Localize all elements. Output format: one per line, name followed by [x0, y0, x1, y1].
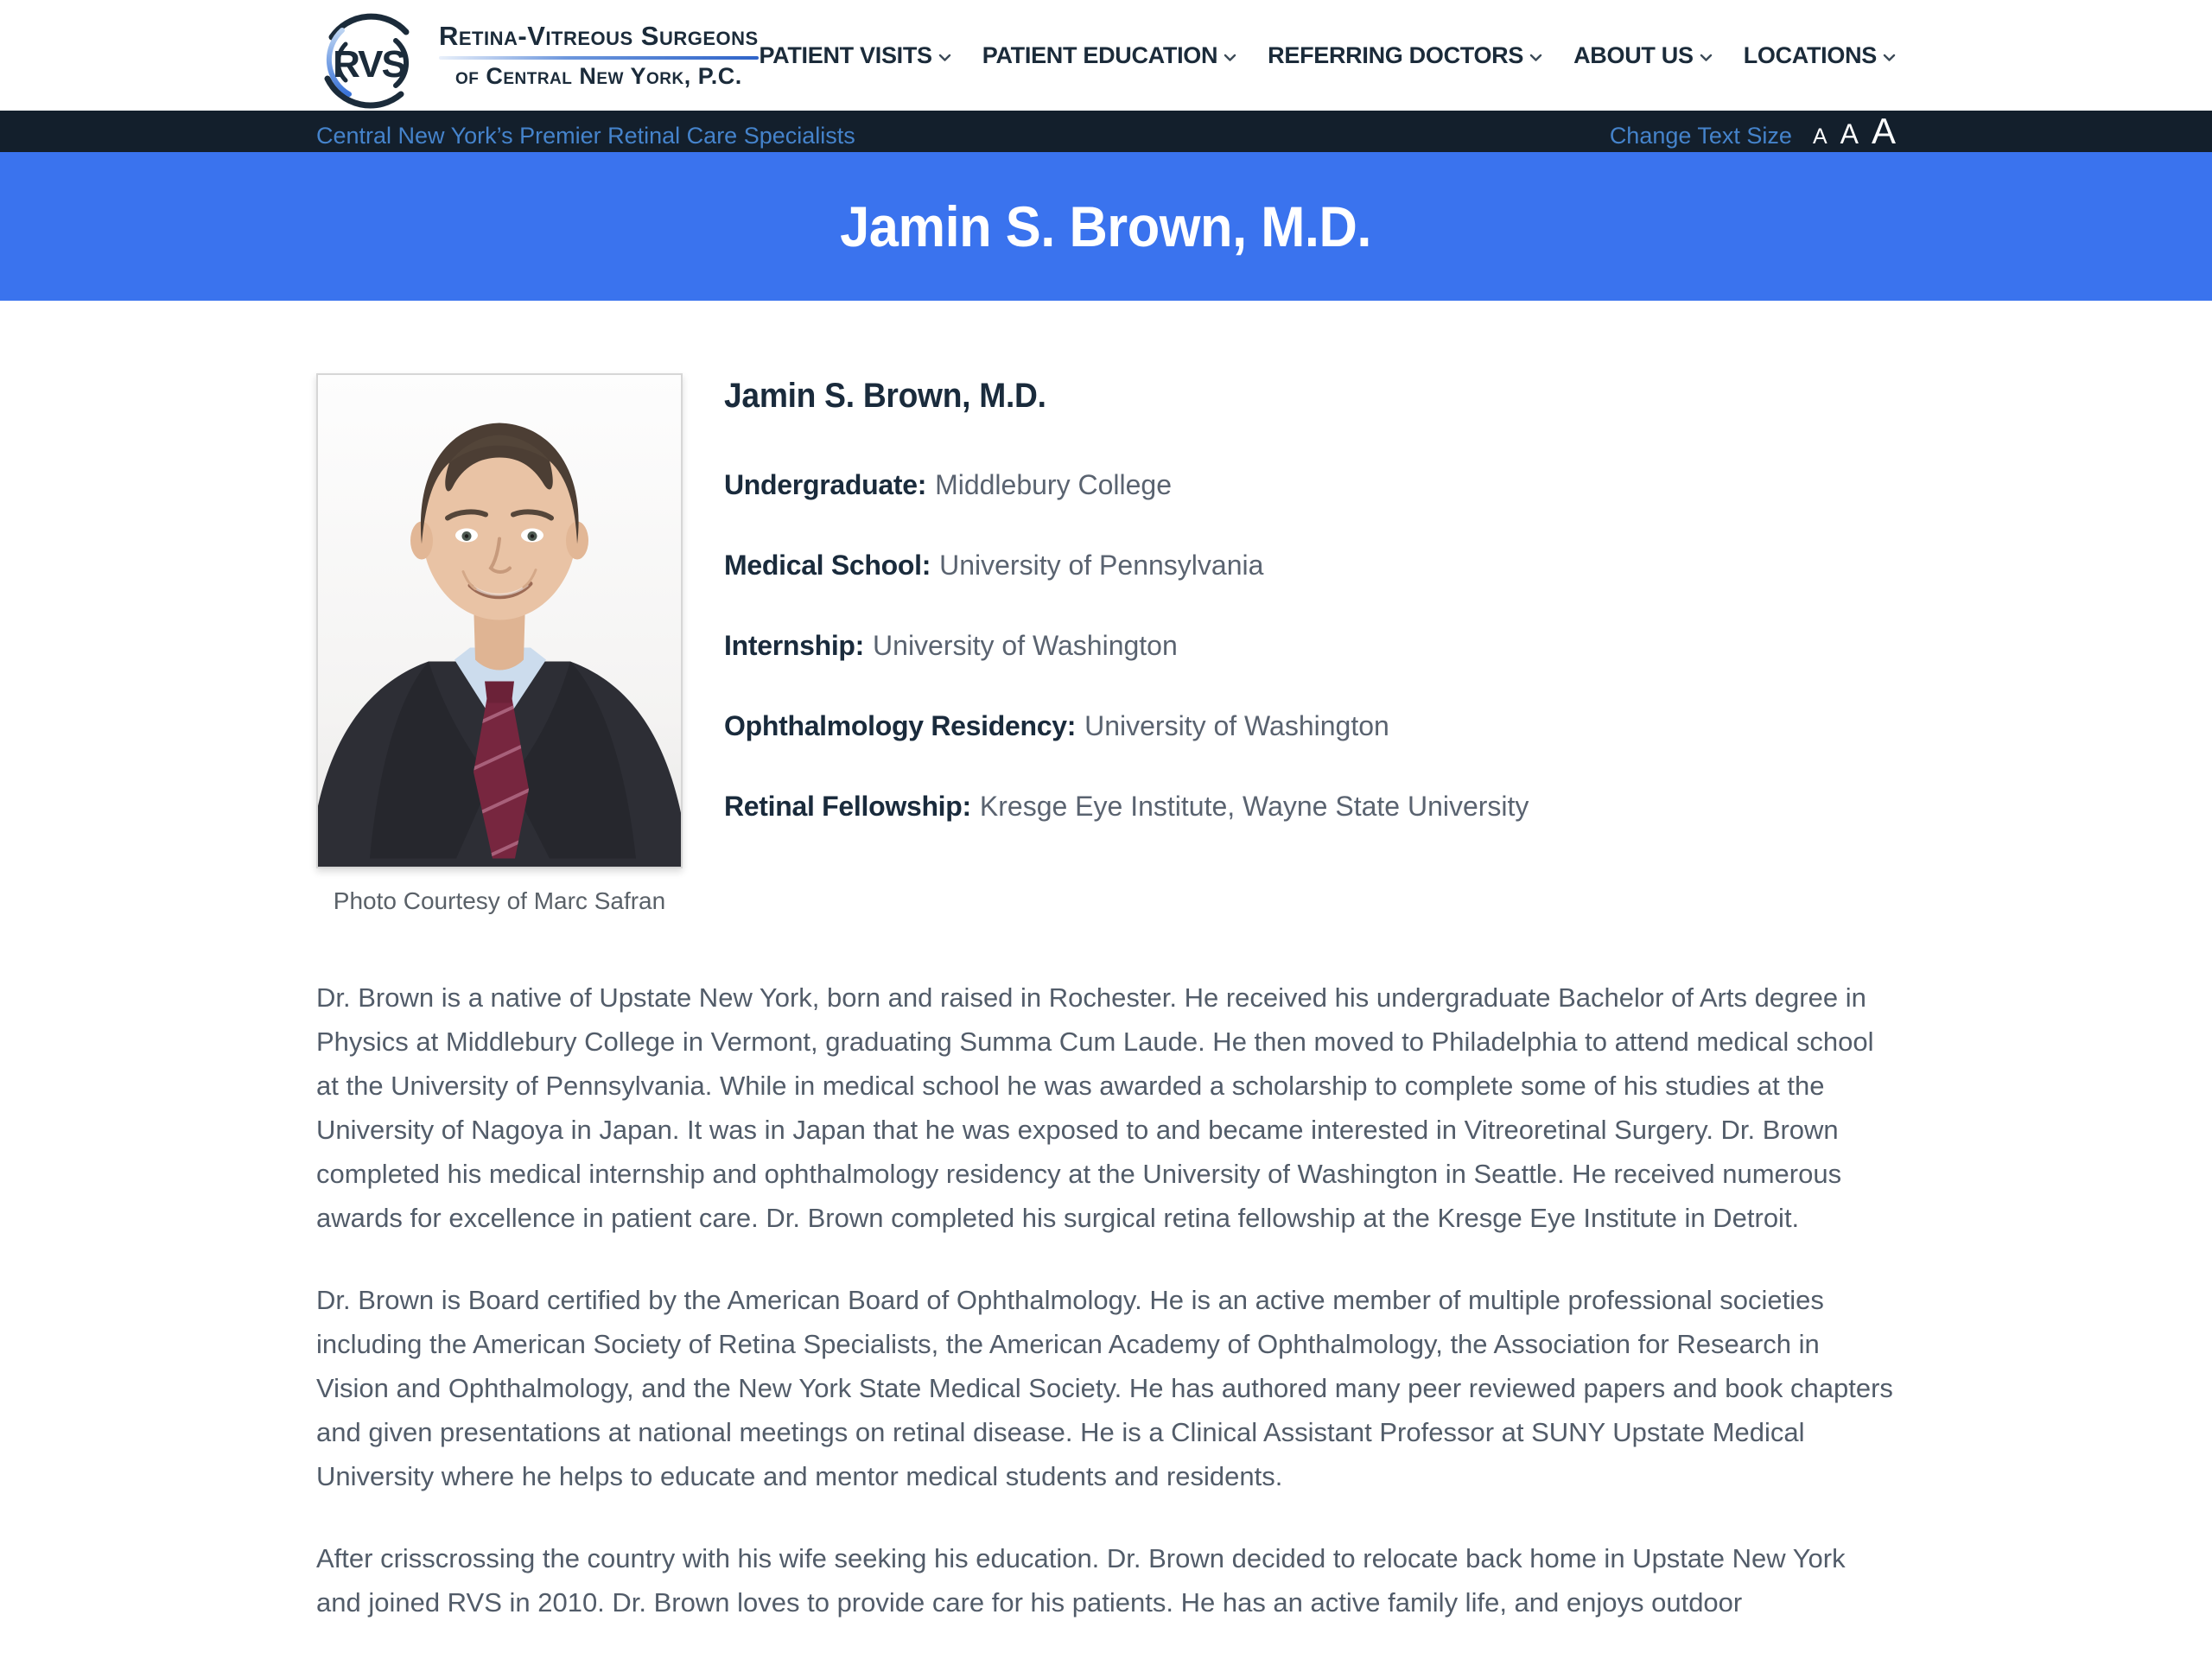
education-row-internship	[724, 630, 1529, 662]
bio-paragraph-3: After crisscrossing the country with his wife seeking his education. Dr. Brown decided to relocate back home in Upstate New York and joined RVS in 2010. Dr. Brown loves to provide care for his patients. He has an active family life, and enjoys outdoor	[316, 1543, 1846, 1618]
chevron-down-icon	[1529, 54, 1542, 62]
education-value: Middlebury College	[935, 469, 1172, 500]
education-row-fellowship	[724, 791, 1529, 823]
education-label: Undergraduate:	[724, 469, 927, 500]
doctor-photo	[316, 373, 683, 915]
nav-item-referring-doctors[interactable]	[1268, 42, 1542, 69]
svg-text:RVS: RVS	[333, 43, 405, 86]
chevron-down-icon	[1700, 54, 1713, 62]
photo-caption: Photo Courtesy of Marc Safran	[333, 887, 666, 914]
nav-item-patient-visits[interactable]	[759, 42, 950, 69]
rvs-logo-icon	[316, 8, 423, 115]
site-tagline: Central New York’s Premier Retinal Care Specialists	[316, 123, 855, 149]
nav-label: PATIENT EDUCATION	[982, 41, 1218, 68]
doctor-profile-section	[316, 373, 1896, 915]
nav-label: LOCATIONS	[1743, 41, 1877, 68]
education-value: University of Pennsylvania	[939, 550, 1264, 581]
page-title: Jamin S. Brown, M.D.	[840, 194, 1372, 258]
nav-item-locations[interactable]	[1744, 42, 1896, 69]
site-header	[0, 0, 2212, 111]
education-value: University of Washington	[1084, 710, 1389, 741]
education-row-undergraduate	[724, 469, 1529, 501]
bio-paragraph-1: Dr. Brown is a native of Upstate New York, born and raised in Rochester. He received his undergraduate Bachelor of Arts degree in Physics at Middlebury College in Vermont, graduating Summa Cum Laude. He then moved to Philadelphia to attend medical school at the University of Pennsylvania. While in medical school he was awarded a scholarship to complete some of his studies at the University of Nagoya in Japan. It was in Japan that he was exposed to and became interested in Vitreoretinal Surgery. Dr. Brown completed his medical internship and ophthalmology residency at the University of Washington in Seattle. He received numerous awards for excellence in patient care. Dr. Brown completed his surgical retina fellowship at the Kresge Eye Institute in Detroit.	[316, 982, 1874, 1233]
text-size-medium-button[interactable]: A	[1840, 118, 1859, 149]
tagline-bar	[0, 111, 2212, 152]
main-content	[316, 301, 1896, 1624]
brand-name-line1: Retina-Vitreous Surgeons	[439, 21, 759, 51]
doctor-bio-section	[316, 976, 1896, 1624]
nav-label: PATIENT VISITS	[759, 41, 932, 68]
chevron-down-icon	[1224, 54, 1236, 62]
education-label: Ophthalmology Residency:	[724, 710, 1077, 741]
doctor-portrait-illustration	[318, 375, 681, 867]
text-size-large-button[interactable]: A	[1871, 111, 1896, 151]
nav-label: ABOUT US	[1573, 41, 1694, 68]
chevron-down-icon	[1883, 54, 1896, 62]
nav-item-about-us[interactable]	[1573, 42, 1713, 69]
text-size-small-button[interactable]: A	[1812, 124, 1827, 149]
brand-name-line2: of Central New York, P.C.	[454, 63, 742, 89]
nav-item-patient-education[interactable]	[982, 42, 1236, 69]
doctor-photo-frame	[316, 373, 683, 868]
doctor-education	[724, 373, 1529, 915]
hero-banner	[0, 152, 2212, 301]
doctor-name-heading: Jamin S. Brown, M.D.	[724, 377, 1046, 415]
site-logo[interactable]	[316, 0, 759, 115]
bio-paragraph-2: Dr. Brown is Board certified by the American Board of Ophthalmology. He is an active member of multiple professional societies including the American Society of Retina Specialists, the American Academy of Ophthalmology, the Association for Research in Vision and Ophthalmology, and the New York State Medical Society. He has authored many peer reviewed papers and book chapters and given presentations at national meetings on retinal disease. He is a Clinical Assistant Professor at SUNY Upstate Medical University where he helps to educate and mentor medical students and residents.	[316, 1285, 1893, 1491]
education-value: University of Washington	[873, 630, 1178, 661]
nav-label: REFERRING DOCTORS	[1268, 41, 1524, 68]
text-size-buttons	[1813, 113, 1896, 149]
education-label: Retinal Fellowship:	[724, 791, 971, 822]
logo-divider	[439, 56, 759, 60]
main-navigation	[759, 42, 1896, 69]
education-label: Medical School:	[724, 550, 931, 581]
education-row-medical-school	[724, 550, 1529, 582]
education-value: Kresge Eye Institute, Wayne State University	[979, 791, 1529, 822]
education-label: Internship:	[724, 630, 865, 661]
education-row-residency	[724, 710, 1529, 742]
text-size-control	[1610, 113, 1896, 149]
logo-text	[439, 21, 759, 90]
chevron-down-icon	[938, 54, 951, 62]
change-text-size-label: Change Text Size	[1609, 123, 1792, 149]
